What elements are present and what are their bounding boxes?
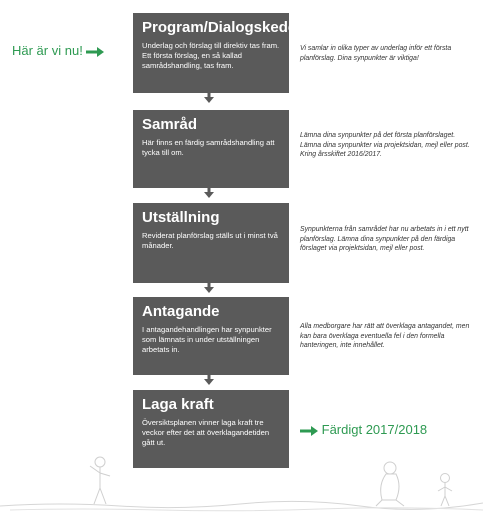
current-stage-label: Här är vi nu! <box>12 43 83 58</box>
stage-description: Översiktsplanen vinner laga kraft tre veckor efter det att överklagandetiden gått ut. <box>142 418 270 447</box>
stage-title: Utställning <box>142 209 220 226</box>
stage-description: Reviderat planförslag ställs ut i minst två månader. <box>142 231 278 250</box>
arrow-down-icon <box>203 188 215 199</box>
arrow-down-icon <box>203 375 215 386</box>
stage-note: Synpunkterna från samrådet har nu arbetats in i ett nytt planförslag. Lämna dina synpunkter på den färdiga förslaget via projektsidan, mejl eller post. <box>300 226 469 253</box>
stage-title: Laga kraft <box>142 396 214 413</box>
arrow-right-icon <box>86 47 104 57</box>
stage-note: Lämna dina synpunkter på det första planförslaget. Lämna dina synpunkter via projektsidan, mejl eller post. Kring årsskiftet 2016/2017. <box>300 132 470 159</box>
completion-marker <box>300 422 427 437</box>
stage-title: Antagande <box>142 303 220 320</box>
stage-description: Här finns en färdig samrådshandling att tycka till om. <box>142 138 275 157</box>
stage-title: Samråd <box>142 116 198 133</box>
current-stage-marker <box>12 43 104 58</box>
arrow-right-icon <box>300 426 318 436</box>
stage-program-box <box>133 13 297 93</box>
completion-label: Färdigt 2017/2018 <box>321 422 428 437</box>
arrow-down-icon <box>203 93 215 104</box>
stage-utstallning-box <box>133 203 289 283</box>
arrow-down-icon <box>203 283 215 294</box>
stage-note: Vi samlar in olika typer av underlag inför ett första planförslag. Dina synpunkter är viktiga! <box>300 45 452 62</box>
landscape-sketch-illustration <box>0 440 483 515</box>
stage-antagande-box <box>133 297 289 375</box>
stage-title: Program/Dialogskede <box>142 19 297 36</box>
stage-samrad-box <box>133 110 289 188</box>
stage-note: Alla medborgare har rätt att överklaga antagandet, men kan bara överklaga eventuella fel i den formella hanteringen, inte innehållet. <box>300 323 470 350</box>
stage-description: I antagandehandlingen har synpunkter som lämnats in under utställningen arbetats in. <box>142 325 272 354</box>
stage-description: Underlag och förslag till direktiv tas fram. Ett första förslag, en så kallad samrådshandling, tas fram. <box>142 41 280 70</box>
